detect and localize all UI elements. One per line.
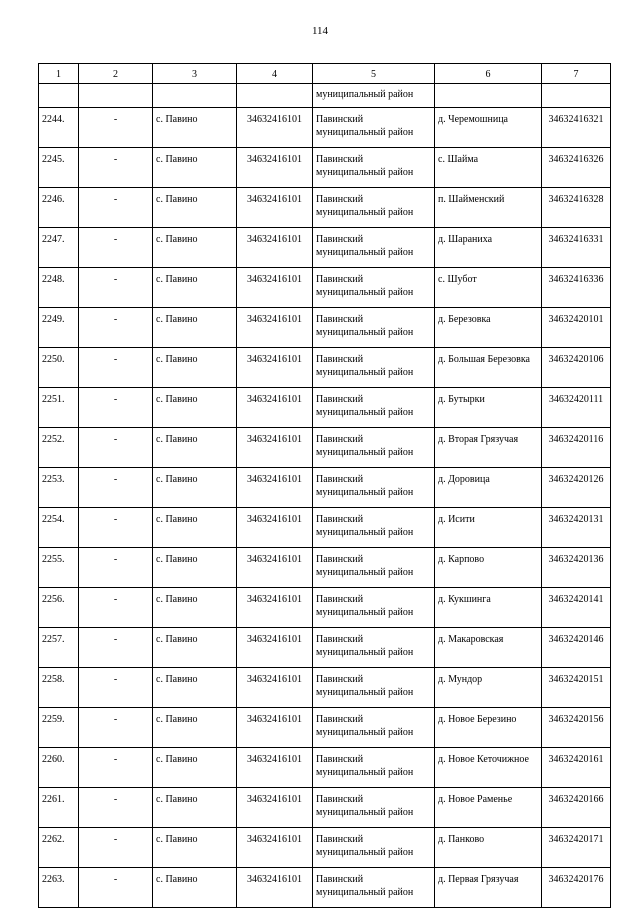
cell-district [313,628,435,668]
column-header-3: 3 [153,64,237,84]
cell-settlement-code: 34632416101 [237,188,313,228]
district-type-line: муниципальный район [316,646,414,658]
district-type-line: муниципальный район [316,446,414,458]
table-row [39,468,611,508]
district-type-line: муниципальный район [316,286,414,298]
cell-code: 34632420141 [542,588,611,628]
cell-locality: д. Мундор [435,668,542,708]
column-header-5: 5 [313,64,435,84]
district-name-line: Павинский [316,554,364,565]
cell-number: 2259. [39,708,79,748]
table-row [39,148,611,188]
cell-district [313,468,435,508]
cell-number: 2246. [39,188,79,228]
cell-number: 2260. [39,748,79,788]
cell-settlement-code: 34632416101 [237,828,313,868]
cell-locality: д. Доровица [435,468,542,508]
cell-number: 2252. [39,428,79,468]
cell-col2: - [79,828,153,868]
cell-code: 34632420116 [542,428,611,468]
district-name-line: Павинский [316,634,364,645]
district-type-line: муниципальный район [316,206,414,218]
cell-number: 2254. [39,508,79,548]
district-name-line: Павинский [316,794,364,805]
cell-number: 2251. [39,388,79,428]
district-name-line: Павинский [316,394,364,405]
cell-settlement-code: 34632416101 [237,628,313,668]
cell-number [39,84,79,108]
cell-settlement: с. Павино [153,668,237,708]
cell-locality: п. Шайменский [435,188,542,228]
column-header-4: 4 [237,64,313,84]
column-header-6: 6 [435,64,542,84]
district-type-line: муниципальный район [316,806,414,818]
cell-district [313,388,435,428]
cell-number: 2245. [39,148,79,188]
cell-code: 34632420131 [542,508,611,548]
cell-locality: д. Новое Кеточижное [435,748,542,788]
cell-locality: д. Вторая Грязучая [435,428,542,468]
cell-col2: - [79,228,153,268]
table-row [39,668,611,708]
cell-locality: с. Шубот [435,268,542,308]
cell-number: 2247. [39,228,79,268]
cell-locality: д. Панково [435,828,542,868]
cell-code: 34632416336 [542,268,611,308]
cell-col2: - [79,548,153,588]
cell-number: 2255. [39,548,79,588]
cell-settlement: с. Павино [153,588,237,628]
table-row [39,228,611,268]
district-name-line: Павинский [316,874,364,885]
district-type-line: муниципальный район [316,246,414,258]
header-row [39,64,611,84]
district-type-line: муниципальный район [316,166,414,178]
column-header-1: 1 [39,64,79,84]
cell-col2: - [79,868,153,908]
cell-locality: д. Первая Грязучая [435,868,542,908]
cell-locality: д. Черемошница [435,108,542,148]
district-name-line: Павинский [316,594,364,605]
cell-number: 2256. [39,588,79,628]
cell-col2: - [79,588,153,628]
cell-settlement: с. Павино [153,188,237,228]
cell-code: 34632420111 [542,388,611,428]
cell-code: 34632420106 [542,348,611,388]
cell-settlement-code: 34632416101 [237,748,313,788]
table-row [39,548,611,588]
cell-col2: - [79,668,153,708]
cell-settlement-code: 34632416101 [237,308,313,348]
cell-district [313,508,435,548]
cell-col2: - [79,428,153,468]
table-row [39,788,611,828]
cell-settlement: с. Павино [153,308,237,348]
column-header-7: 7 [542,64,611,84]
cell-locality: д. Кукшинга [435,588,542,628]
cell-col2: - [79,628,153,668]
table-row [39,428,611,468]
cell-district [313,668,435,708]
cell-col2: - [79,748,153,788]
cell-number: 2250. [39,348,79,388]
registry-table [38,63,611,908]
cell-settlement: с. Павино [153,108,237,148]
cell-col2: - [79,468,153,508]
district-type-line: муниципальный район [316,886,414,898]
continuation-row [39,84,611,108]
cell-locality: д. Карпово [435,548,542,588]
cell-settlement-code: 34632416101 [237,428,313,468]
cell-number: 2262. [39,828,79,868]
table-row [39,308,611,348]
district-name-line: Павинский [316,674,364,685]
cell-district: муниципальный район [313,84,435,108]
district-type-line: муниципальный район [316,566,414,578]
cell-code: 34632416326 [542,148,611,188]
table-row [39,628,611,668]
cell-settlement: с. Павино [153,268,237,308]
cell-col2: - [79,268,153,308]
cell-code: 34632420136 [542,548,611,588]
cell-settlement: с. Павино [153,148,237,188]
cell-settlement: с. Павино [153,388,237,428]
district-type-line: муниципальный район [316,406,414,418]
table-row [39,868,611,908]
cell-code: 34632420151 [542,668,611,708]
cell-col2 [79,84,153,108]
table-row [39,708,611,748]
district-name-line: Павинский [316,514,364,525]
cell-number: 2248. [39,268,79,308]
cell-number: 2261. [39,788,79,828]
district-name-line: Павинский [316,834,364,845]
cell-code: 34632420166 [542,788,611,828]
page-number: 114 [311,25,329,37]
cell-settlement-code: 34632416101 [237,228,313,268]
cell-locality: с. Шайма [435,148,542,188]
cell-settlement: с. Павино [153,748,237,788]
district-type-line: муниципальный район [316,766,414,778]
table-row [39,508,611,548]
cell-district [313,108,435,148]
cell-district [313,588,435,628]
table-row [39,748,611,788]
cell-number: 2244. [39,108,79,148]
cell-settlement-code: 34632416101 [237,148,313,188]
cell-district [313,268,435,308]
cell-locality [435,84,542,108]
cell-locality: д. Березовка [435,308,542,348]
cell-number: 2253. [39,468,79,508]
table-row [39,268,611,308]
cell-col3 [153,84,237,108]
district-name-line: Павинский [316,274,364,285]
district-type-line: муниципальный район [316,366,414,378]
district-name-line: Павинский [316,754,364,765]
cell-code: 34632420171 [542,828,611,868]
cell-code: 34632416331 [542,228,611,268]
cell-district [313,788,435,828]
cell-district [313,228,435,268]
district-type-line: муниципальный район [316,326,414,338]
cell-col2: - [79,108,153,148]
table-row [39,188,611,228]
district-type-line: муниципальный район [316,686,414,698]
cell-settlement-code: 34632416101 [237,788,313,828]
district-name-line: Павинский [316,354,364,365]
cell-settlement-code: 34632416101 [237,668,313,708]
cell-locality: д. Большая Березовка [435,348,542,388]
cell-settlement-code: 34632416101 [237,588,313,628]
cell-code: 34632416328 [542,188,611,228]
cell-col4 [237,84,313,108]
cell-district [313,868,435,908]
cell-code: 34632420146 [542,628,611,668]
cell-settlement-code: 34632416101 [237,708,313,748]
table-row [39,388,611,428]
table-row [39,108,611,148]
table-row [39,588,611,628]
cell-code: 34632420101 [542,308,611,348]
cell-settlement: с. Павино [153,428,237,468]
cell-district [313,548,435,588]
cell-locality: д. Исити [435,508,542,548]
cell-number: 2263. [39,868,79,908]
cell-settlement: с. Павино [153,828,237,868]
cell-district [313,748,435,788]
district-type-line: муниципальный район [316,486,414,498]
cell-code: 34632416321 [542,108,611,148]
district-name-line: Павинский [316,114,364,125]
cell-col2: - [79,188,153,228]
cell-district [313,188,435,228]
table-row [39,828,611,868]
cell-number: 2257. [39,628,79,668]
district-type-line: муниципальный район [316,846,414,858]
cell-code: 34632420156 [542,708,611,748]
cell-locality: д. Макаровская [435,628,542,668]
cell-code: 34632420161 [542,748,611,788]
cell-col2: - [79,508,153,548]
cell-settlement: с. Павино [153,348,237,388]
cell-district [313,148,435,188]
cell-district [313,308,435,348]
cell-number: 2249. [39,308,79,348]
cell-settlement: с. Павино [153,788,237,828]
cell-settlement: с. Павино [153,628,237,668]
cell-settlement: с. Павино [153,468,237,508]
district-type-line: муниципальный район [316,526,414,538]
cell-settlement-code: 34632416101 [237,348,313,388]
cell-settlement-code: 34632416101 [237,388,313,428]
column-header-2: 2 [79,64,153,84]
district-name-line: Павинский [316,234,364,245]
cell-col2: - [79,388,153,428]
cell-settlement-code: 34632416101 [237,508,313,548]
cell-locality: д. Новое Раменье [435,788,542,828]
cell-settlement: с. Павино [153,548,237,588]
cell-district [313,708,435,748]
cell-settlement: с. Павино [153,228,237,268]
cell-district [313,348,435,388]
cell-col2: - [79,708,153,748]
district-name-line: Павинский [316,154,364,165]
cell-district [313,828,435,868]
cell-settlement: с. Павино [153,508,237,548]
cell-locality: д. Бутырки [435,388,542,428]
district-name-line: Павинский [316,434,364,445]
cell-locality: д. Шараниха [435,228,542,268]
cell-settlement-code: 34632416101 [237,268,313,308]
cell-col2: - [79,148,153,188]
district-name-line: Павинский [316,474,364,485]
district-name-line: Павинский [316,314,364,325]
cell-code: 34632420176 [542,868,611,908]
district-name-line: Павинский [316,194,364,205]
cell-district [313,428,435,468]
cell-settlement: с. Павино [153,708,237,748]
cell-settlement: с. Павино [153,868,237,908]
cell-settlement-code: 34632416101 [237,548,313,588]
district-type-line: муниципальный район [316,606,414,618]
cell-col2: - [79,348,153,388]
cell-locality: д. Новое Березино [435,708,542,748]
cell-col2: - [79,788,153,828]
cell-code: 34632420126 [542,468,611,508]
cell-settlement-code: 34632416101 [237,868,313,908]
district-type-line: муниципальный район [316,726,414,738]
cell-settlement-code: 34632416101 [237,468,313,508]
cell-code [542,84,611,108]
cell-settlement-code: 34632416101 [237,108,313,148]
cell-col2: - [79,308,153,348]
district-type-line: муниципальный район [316,126,414,138]
table-row [39,348,611,388]
district-name-line: Павинский [316,714,364,725]
cell-number: 2258. [39,668,79,708]
